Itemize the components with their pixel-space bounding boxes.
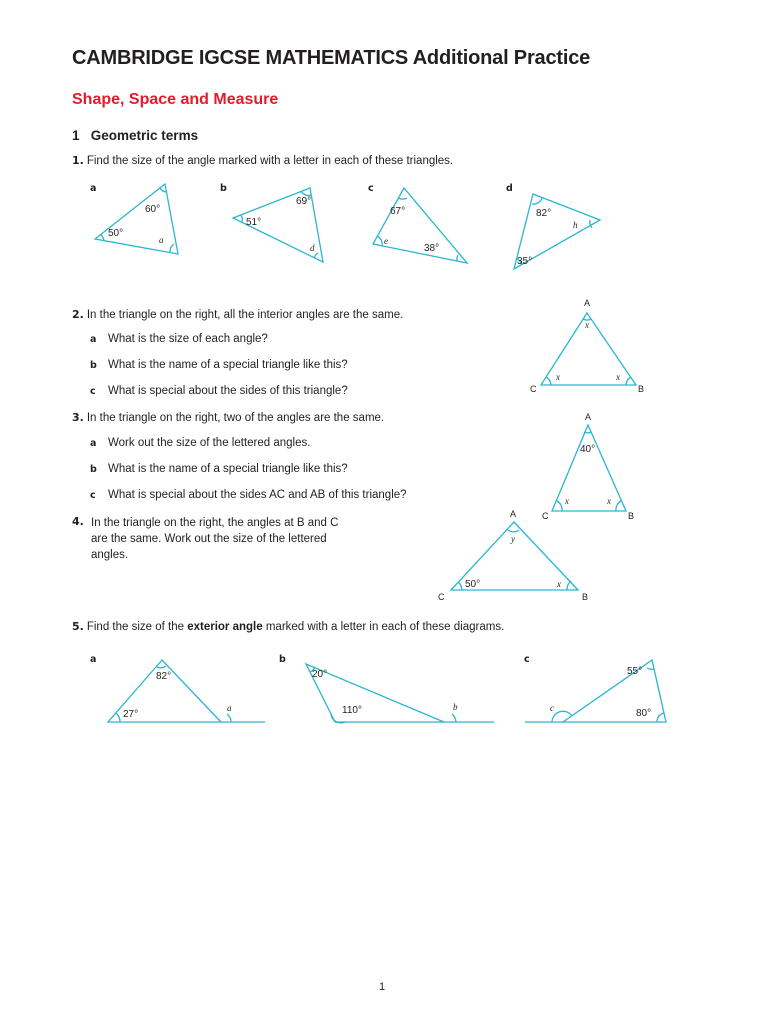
part-text: What is the size of each angle? bbox=[108, 333, 268, 345]
part-label: c bbox=[90, 490, 96, 501]
section-number: 1 bbox=[72, 128, 80, 143]
part-label: b bbox=[90, 464, 97, 475]
angle-variable: x bbox=[556, 372, 560, 382]
part-label: a bbox=[90, 438, 97, 449]
part-text: Work out the size of the lettered angles. bbox=[108, 437, 311, 449]
angle-label: 38° bbox=[424, 243, 440, 254]
angle-variable: x bbox=[557, 579, 561, 589]
question-text: In the triangle on the right, the angles at B and C are the same. Work out the size of the lettered angles. bbox=[91, 517, 339, 561]
part-text: What is special about the sides of this triangle? bbox=[108, 385, 348, 397]
angle-variable: x bbox=[585, 320, 589, 330]
question-number: 3. bbox=[72, 411, 84, 424]
part-text: What is the name of a special triangle like this? bbox=[108, 359, 348, 371]
question-text: In the triangle on the right, all the interior angles are the same. bbox=[86, 309, 404, 321]
exterior-angle-5b bbox=[306, 664, 494, 723]
angle-variable: y bbox=[511, 534, 515, 544]
angle-variable: c bbox=[550, 703, 554, 713]
vertex-label: B bbox=[638, 384, 645, 394]
triangle-1a bbox=[95, 184, 178, 254]
part-label-a: a bbox=[90, 654, 97, 665]
question-number: 5. bbox=[72, 620, 84, 633]
part-label: c bbox=[90, 386, 96, 397]
vertex-label: C bbox=[542, 511, 549, 521]
vertex-label: C bbox=[530, 384, 537, 394]
angle-label: 60° bbox=[145, 204, 161, 215]
vertex-label: C bbox=[438, 592, 445, 602]
section-title: Geometric terms bbox=[90, 128, 199, 143]
triangle-q3 bbox=[552, 425, 626, 511]
angle-label: 50° bbox=[108, 228, 124, 239]
angle-label: 82° bbox=[536, 208, 552, 219]
angle-variable: x bbox=[565, 496, 569, 506]
angle-label: 50° bbox=[465, 579, 481, 590]
angle-label: 35° bbox=[517, 256, 533, 267]
part-label-c: c bbox=[368, 183, 374, 194]
angle-label: 110° bbox=[342, 705, 362, 716]
angle-variable: x bbox=[616, 372, 620, 382]
vertex-label: A bbox=[585, 412, 592, 422]
part-label-b: b bbox=[279, 654, 286, 665]
triangle-1c bbox=[373, 188, 467, 263]
question-text-emphasis: exterior angle bbox=[187, 621, 263, 633]
angle-variable: b bbox=[453, 702, 458, 712]
question-text-start: Find the size of the bbox=[86, 621, 185, 633]
question-text: In the triangle on the right, two of the angles are the same. bbox=[86, 412, 385, 424]
angle-label: 80° bbox=[636, 708, 652, 719]
page-title: CAMBRIDGE IGCSE MATHEMATICS Additional Practice bbox=[72, 47, 591, 69]
vertex-label: A bbox=[510, 509, 517, 519]
question-text: Find the size of the angle marked with a letter in each of these triangles. bbox=[86, 155, 454, 167]
angle-label: 55° bbox=[627, 666, 643, 677]
part-text: What is the name of a special triangle like this? bbox=[108, 463, 348, 475]
part-label-b: b bbox=[220, 183, 227, 194]
angle-variable: d bbox=[310, 243, 315, 253]
part-label-d: d bbox=[506, 183, 513, 194]
angle-label: 51° bbox=[246, 217, 262, 228]
part-label: b bbox=[90, 360, 97, 371]
angle-label: 40° bbox=[580, 444, 596, 455]
angle-variable: h bbox=[573, 220, 578, 230]
angle-label: 82° bbox=[156, 671, 172, 682]
part-label-a: a bbox=[90, 183, 97, 194]
angle-label: 20° bbox=[312, 669, 328, 680]
question-number: 1. bbox=[72, 154, 84, 167]
angle-variable: e bbox=[384, 236, 388, 246]
question-number: 4. bbox=[72, 515, 84, 528]
angle-label: 69° bbox=[296, 196, 312, 207]
angle-label: 27° bbox=[123, 709, 139, 720]
vertex-label: A bbox=[584, 298, 591, 308]
part-label-c: c bbox=[524, 654, 530, 665]
part-text: What is special about the sides AC and AB of this triangle? bbox=[108, 489, 407, 501]
page-number: 1 bbox=[379, 981, 386, 993]
vertex-label: B bbox=[628, 511, 635, 521]
angle-variable: a bbox=[159, 235, 164, 245]
angle-variable: a bbox=[227, 703, 232, 713]
chapter-title: Shape, Space and Measure bbox=[72, 91, 279, 108]
angle-label: 67° bbox=[390, 206, 406, 217]
question-number: 2. bbox=[72, 308, 84, 321]
part-label: a bbox=[90, 334, 97, 345]
angle-variable: x bbox=[607, 496, 611, 506]
vertex-label: B bbox=[582, 592, 589, 602]
question-text-end: marked with a letter in each of these diagrams. bbox=[265, 621, 505, 633]
